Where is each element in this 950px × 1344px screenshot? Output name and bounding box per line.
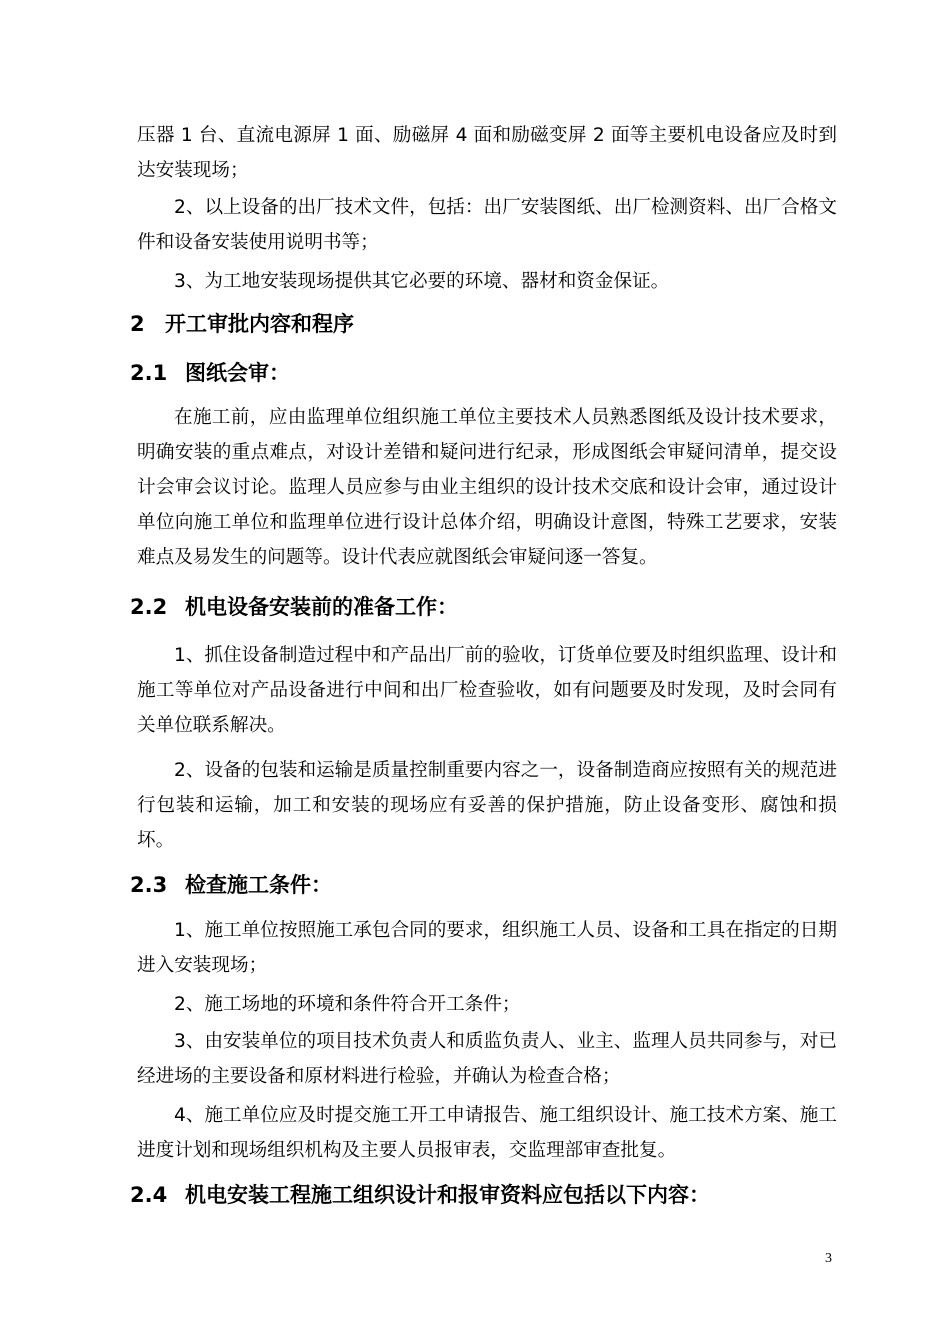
section-2-3-heading xyxy=(130,870,332,900)
section-2-2-paragraph-2: 2、设备的包装和运输是质量控制重要内容之一，设备制造商应按照有关的规范进行包装和运输，加工和安装的现场应有妥善的保护措施，防止设备变形、腐蚀和损坏。 xyxy=(137,760,837,851)
section-2-2-number: 2.2 xyxy=(130,595,168,619)
section-2-2-paragraph-1: 1、抓住设备制造过程中和产品出厂前的验收，订货单位要及时组织监理、设计和施工等单位对产品设备进行中间和出厂检查验收，如有问题要及时发现，及时会同有关单位联系解决。 xyxy=(137,645,837,736)
section-2-3-paragraph-2: 2、施工场地的环境和条件符合开工条件； xyxy=(174,994,521,1015)
section-2-3-number: 2.3 xyxy=(130,873,168,897)
section-2-3-paragraph-4: 4、施工单位应及时提交施工开工申请报告、施工组织设计、施工技术方案、施工进度计划和现场组织机构及主要人员报审表，交监理部审查批复。 xyxy=(137,1105,837,1161)
section-2-1-title: 图纸会审： xyxy=(185,361,290,385)
section-2-1-paragraph: 在施工前，应由监理单位组织施工单位主要技术人员熟悉图纸及设计技术要求，明确安装的重点难点，对设计差错和疑问进行纪录，形成图纸会审疑问清单，提交设计会审会议讨论。监理人员应参与由业主组织的设计技术交底和设计会审，通过设计单位向施工单位和监理单位进行设计总体介绍，明确设计意图，特殊工艺要求，安装难点及易发生的问题等。设计代表应就图纸会审疑问逐一答复。 xyxy=(137,407,837,568)
intro-paragraph-1: 压器 1 台、直流电源屏 1 面、励磁屏 4 面和励磁变屏 2 面等主要机电设备应及时到达安装现场； xyxy=(137,125,837,181)
section-2-3-paragraph-3: 3、由安装单位的项目技术负责人和质监负责人、业主、监理人员共同参与，对已经进场的主要设备和原材料进行检验，并确认为检查合格； xyxy=(137,1031,837,1087)
section-2-4-title: 机电安装工程施工组织设计和报审资料应包括以下内容： xyxy=(185,1183,710,1207)
section-2-4-heading xyxy=(130,1180,710,1210)
section-2-2-heading xyxy=(130,592,458,622)
section-2-2-title: 机电设备安装前的准备工作： xyxy=(185,595,458,619)
section-2-heading xyxy=(130,309,354,339)
page-number: 3 xyxy=(825,1251,832,1266)
section-2-1-number: 2.1 xyxy=(130,361,168,385)
intro-paragraph-3: 3、为工地安装现场提供其它必要的环境、器材和资金保证。 xyxy=(174,271,670,292)
intro-paragraph-2: 2、以上设备的出厂技术文件，包括：出厂安装图纸、出厂检测资料、出厂合格文件和设备安装使用说明书等； xyxy=(137,197,837,253)
section-2-title: 开工审批内容和程序 xyxy=(165,312,354,336)
section-2-3-paragraph-1: 1、施工单位按照施工承包合同的要求，组织施工人员、设备和工具在指定的日期进入安装现场； xyxy=(137,920,837,976)
section-2-number: 2 xyxy=(130,312,145,336)
section-2-3-title: 检查施工条件： xyxy=(185,873,332,897)
section-2-1-heading xyxy=(130,358,290,388)
section-2-4-number: 2.4 xyxy=(130,1183,168,1207)
